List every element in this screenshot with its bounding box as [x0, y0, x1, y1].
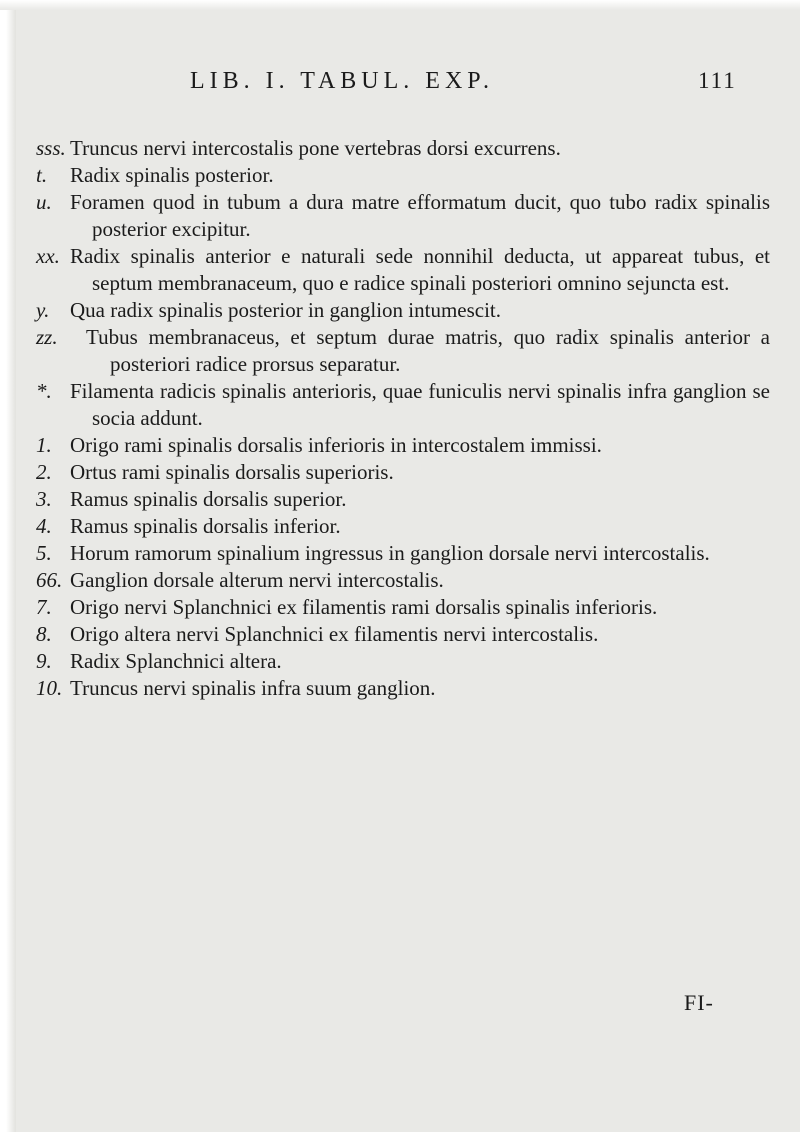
- entry-text: Ortus rami spinalis dorsalis superioris.: [70, 460, 394, 484]
- entry-text: Origo altera nervi Splanchnici ex filamentis nervi intercostalis.: [70, 622, 599, 646]
- entry-text: Ganglion dorsale alterum nervi intercostalis.: [70, 568, 444, 592]
- entry-key: xx.: [36, 244, 60, 268]
- entry-key: 9.: [36, 649, 52, 673]
- entry-text: Origo rami spinalis dorsalis inferioris in intercostalem immissi.: [70, 433, 602, 457]
- entry-text: Ramus spinalis dorsalis superior.: [70, 487, 347, 511]
- entry-text: Filamenta radicis spinalis anterioris, quae funiculis nervi spinalis infra ganglion se socia addunt.: [70, 379, 770, 430]
- entry-text: Truncus nervi intercostalis pone vertebras dorsi excurrens.: [70, 136, 561, 160]
- entry-key: *.: [36, 379, 52, 403]
- entry-text: Foramen quod in tubum a dura matre efformatum ducit, quo tubo radix spinalis posterior excipitur.: [70, 190, 770, 241]
- entry-text: Radix spinalis anterior e naturali sede nonnihil deducta, ut appareat tubus, et septum membranaceum, quo e radice spinali posteriori omnino sejuncta est.: [70, 244, 770, 295]
- entry-key: t.: [36, 163, 48, 187]
- entry-text: Horum ramorum spinalium ingressus in ganglion dorsale nervi intercostalis.: [70, 541, 710, 565]
- legend-entry-10: [0, 675, 800, 702]
- legend-entry-asterisk: [0, 378, 800, 432]
- legend-entry-66: [0, 567, 800, 594]
- entry-key: 4.: [36, 514, 52, 538]
- legend-entries: [0, 135, 800, 702]
- entry-key: sss.: [36, 136, 66, 160]
- entry-key: 10.: [36, 676, 63, 700]
- legend-entry-2: [0, 459, 800, 486]
- entry-key: 5.: [36, 541, 52, 565]
- entry-key: 66.: [36, 568, 63, 592]
- entry-key: 1.: [36, 433, 52, 457]
- legend-entry-8: [0, 621, 800, 648]
- entry-key: 7.: [36, 595, 52, 619]
- legend-entry-4: [0, 513, 800, 540]
- legend-entry-zz: [0, 324, 800, 378]
- legend-entry-7: [0, 594, 800, 621]
- entry-text: Radix Splanchnici altera.: [70, 649, 282, 673]
- legend-entry-sss: [0, 135, 800, 162]
- entry-key: 8.: [36, 622, 52, 646]
- running-head: [0, 68, 800, 104]
- legend-entry-9: [0, 648, 800, 675]
- legend-entry-1: [0, 432, 800, 459]
- entry-key: 2.: [36, 460, 52, 484]
- legend-entry-5: [0, 540, 800, 567]
- entry-text: Tubus membranaceus, et septum durae matris, quo radix spinalis anterior a posteriori radice prorsus separatur.: [86, 325, 770, 376]
- entry-text: Ramus spinalis dorsalis inferior.: [70, 514, 341, 538]
- running-title: LIB. I. TABUL. EXP.: [190, 68, 494, 94]
- catchword: FI-: [684, 990, 714, 1015]
- entry-key: u.: [36, 190, 52, 214]
- legend-entry-y: [0, 297, 800, 324]
- legend-entry-xx: [0, 243, 800, 297]
- entry-text: Truncus nervi spinalis infra suum ganglion.: [70, 676, 436, 700]
- entry-text: Radix spinalis posterior.: [70, 163, 274, 187]
- entry-key: y.: [36, 298, 50, 322]
- entry-text: Qua radix spinalis posterior in ganglion intumescit.: [70, 298, 502, 322]
- legend-entry-t: [0, 162, 800, 189]
- entry-text: Origo nervi Splanchnici ex filamentis rami dorsalis spinalis inferioris.: [70, 595, 658, 619]
- legend-entry-u: [0, 189, 800, 243]
- legend-entry-3: [0, 486, 800, 513]
- entry-key: zz.: [36, 325, 58, 349]
- page-number: 111: [698, 68, 737, 93]
- entry-key: 3.: [36, 487, 52, 511]
